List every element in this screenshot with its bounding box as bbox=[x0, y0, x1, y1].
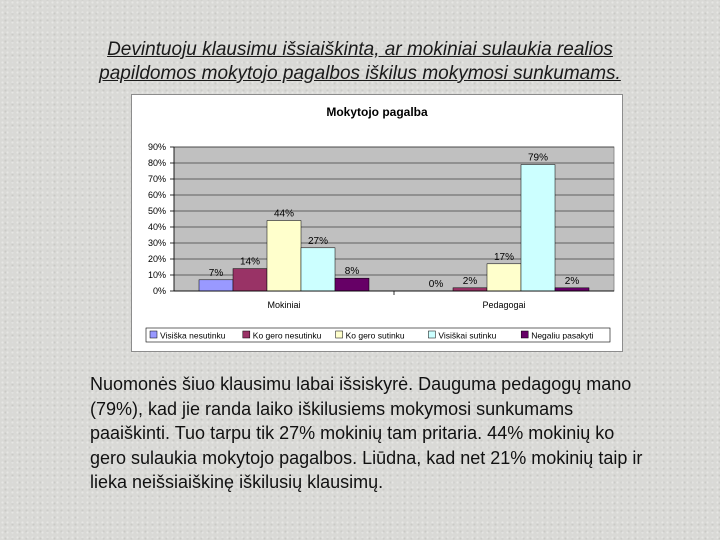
legend-swatch bbox=[521, 331, 528, 338]
legend-label: Visiškai sutinku bbox=[438, 330, 497, 341]
legend-label: Negaliu pasakyti bbox=[531, 330, 594, 341]
slide-title bbox=[40, 38, 680, 86]
chart-title: Mokytojo pagalba bbox=[326, 105, 428, 119]
y-tick-label: 20% bbox=[147, 254, 166, 264]
bar bbox=[301, 248, 335, 291]
data-label: 2% bbox=[462, 275, 478, 287]
data-label: 27% bbox=[307, 235, 329, 247]
bar bbox=[521, 165, 555, 291]
slide-title-line-1: Devintuoju klausimu išsiaiškinta, ar mokiniai sulaukia realios bbox=[107, 39, 613, 60]
bar bbox=[453, 288, 487, 291]
data-label: 14% bbox=[239, 256, 261, 268]
data-label: 7% bbox=[208, 267, 224, 279]
bar bbox=[487, 264, 521, 291]
legend-swatch bbox=[243, 331, 250, 338]
slide-body-text: Nuomonės šiuo klausimu labai išsiskyrė. Dauguma pedagogų mano (79%), kad jie randa laiko iškilusiems mokymosi sunkumams paaiškinti. Tuo tarpu tik 27% mokinių tam pritaria. 44% mokinių ko gero sulaukia mokytojo pagalbos. Liūdna, kad net 21% mokinių taip ir lieka neišsiaiškinę iškilusių klausimų. bbox=[90, 374, 643, 492]
data-label: 8% bbox=[344, 266, 360, 278]
data-label: 44% bbox=[273, 208, 295, 220]
legend-swatch bbox=[336, 331, 343, 338]
y-tick-label: 70% bbox=[147, 174, 166, 184]
y-tick-label: 50% bbox=[147, 206, 166, 216]
legend-swatch bbox=[150, 331, 157, 338]
y-tick-label: 90% bbox=[147, 142, 166, 152]
legend-label: Visiška nesutinku bbox=[160, 330, 226, 341]
category-label: Mokiniai bbox=[267, 300, 301, 310]
bar bbox=[199, 280, 233, 291]
data-label: 17% bbox=[493, 251, 515, 263]
data-label: 2% bbox=[564, 275, 580, 287]
y-tick-label: 0% bbox=[152, 286, 166, 296]
y-tick-label: 80% bbox=[147, 158, 166, 168]
legend-swatch bbox=[428, 331, 435, 338]
y-tick-label: 40% bbox=[147, 222, 166, 232]
data-label: 0% bbox=[428, 279, 444, 290]
y-tick-label: 10% bbox=[147, 270, 166, 280]
y-tick-label: 30% bbox=[147, 238, 166, 248]
legend-label: Ko gero nesutinku bbox=[252, 330, 322, 341]
data-label: 79% bbox=[527, 152, 549, 164]
bar-chart bbox=[132, 95, 622, 351]
chart-container bbox=[131, 94, 623, 352]
category-label: Pedagogai bbox=[482, 300, 526, 310]
bar bbox=[335, 278, 369, 291]
bar bbox=[267, 221, 301, 291]
bar bbox=[233, 269, 267, 291]
legend-label: Ko gero sutinku bbox=[345, 330, 405, 341]
slide-title-line-2: papildomos mokytojo pagalbos iškilus mokymosi sunkumams. bbox=[99, 63, 621, 84]
y-tick-label: 60% bbox=[147, 190, 166, 200]
bar bbox=[555, 288, 589, 291]
